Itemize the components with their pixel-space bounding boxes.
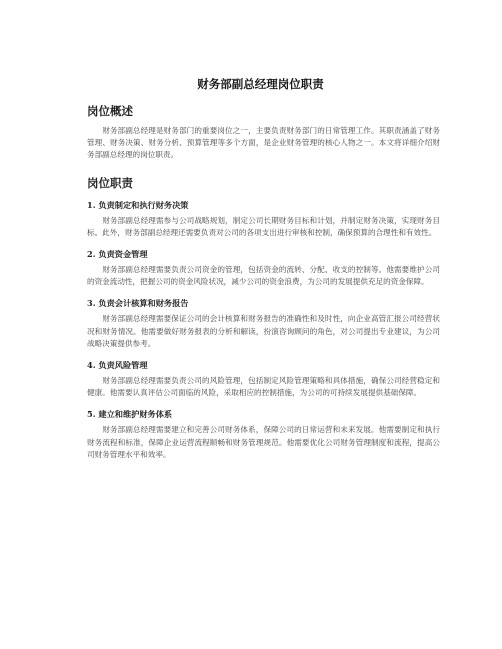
- duties-heading: 岗位职责: [87, 175, 133, 190]
- document-title: 财务部副总经理岗位职责: [197, 77, 324, 91]
- overview-paragraph: 财务部副总经理是财务部门的重要岗位之一，主要负责财务部门的日常管理工作。其职责涵盖了财务管理、财务决策、财务分析、预算管理等多个方面，是企业财务管理的核心人物之一。本文将详细介绍财务部副总经理的岗位职责。: [87, 126, 440, 160]
- duty-paragraph: 财务部副总经理需参与公司战略规划，制定公司长期财务目标和计划，并制定财务决策，实现财务目标。此外，财务部副总经理还需要负责对公司的各项支出进行审核和控制，确保预算的合理性和有效性。: [87, 215, 440, 237]
- duty-title: 2. 负责资金管理: [87, 249, 148, 260]
- duty-title: 3. 负责会计核算和财务报告: [87, 298, 189, 309]
- duty-title: 4. 负责风险管理: [87, 360, 148, 371]
- duty-item: [87, 297, 440, 350]
- duty-title: 1. 负责制定和执行财务决策: [87, 199, 189, 210]
- overview-section: [87, 103, 440, 162]
- duty-paragraph: 财务部副总经理需要保证公司的会计核算和财务报告的准确性和及时性，向企业高管汇报公司经营状况和财务情况。他需要做好财务报表的分析和解读，扮演咨询顾问的角色，对公司提出专业建议，为公司战略决策提供参考。: [87, 314, 440, 348]
- overview-heading: 岗位概述: [87, 104, 133, 118]
- duty-paragraph: 财务部副总经理需要负责公司的风险管理，包括制定风险管理策略和具体措施，确保公司经营稳定和健康。他需要认真评估公司面临的风险，采取相应的控制措施，为公司的可持续发展提供基础保障。: [87, 376, 440, 398]
- duty-paragraph: 财务部副总经理需要建立和完善公司财务体系，保障公司的日常运营和未来发展。他需要制定和执行财务流程和标准，保障企业运营流程顺畅和财务管理规范。他需要优化公司财务管理制度和流程，提高公司财务管理水平和效率。: [87, 425, 440, 459]
- duties-section: [87, 175, 440, 461]
- duty-item: [87, 248, 440, 288]
- duty-item: [87, 408, 440, 461]
- duty-paragraph: 财务部副总经理需要负责公司资金的管理，包括资金的流转、分配、收支的控制等。他需要维护公司的资金流动性，把握公司的资金风险状况，减少公司的资金浪费，为公司的发展提供充足的资金保障。: [87, 265, 440, 287]
- duty-item: [87, 199, 440, 239]
- duty-title: 5. 建立和维护财务体系: [87, 409, 173, 420]
- duty-item: [87, 359, 440, 399]
